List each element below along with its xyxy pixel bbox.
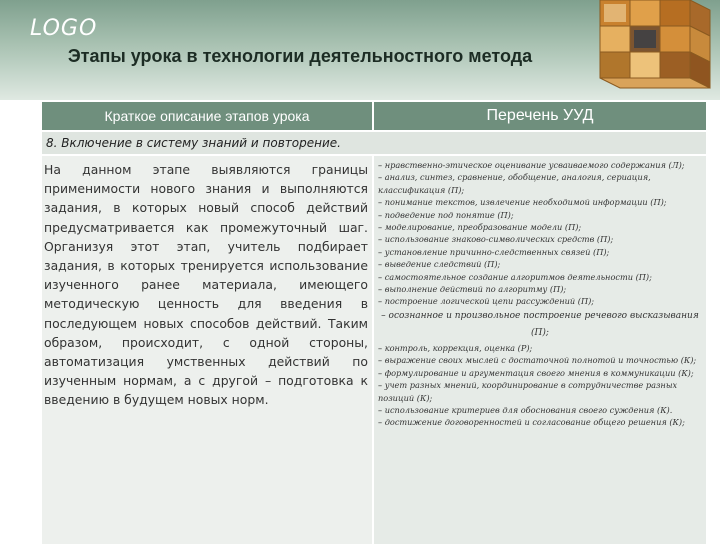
uud-item: – достижение договоренностей и согласование общего решения (К);: [378, 417, 685, 428]
slide-title: Этапы урока в технологии деятельностного метода: [67, 46, 533, 66]
uud-item: – использование критериев для обоснования своего суждения (К).: [378, 404, 673, 415]
uud-item: – понимание текстов, извлечение необходимой информации (П);: [378, 197, 667, 208]
uud-item: – установление причинно-следственных связей (П);: [378, 246, 610, 257]
stages-table: [42, 102, 706, 544]
uud-item: – анализ, синтез, сравнение, обобщение, аналогия, сериация, классификация (П);: [378, 172, 651, 195]
uud-item: – подведение под понятие (П);: [378, 209, 514, 220]
uud-item: – контроль, коррекция, оценка (Р);: [378, 342, 533, 353]
uud-item: – формулирование и аргументация своего мнения в коммуникации (К);: [378, 367, 694, 378]
column-header-description: Краткое описание этапов урока: [42, 102, 373, 131]
uud-item: – построение логической цепи рассуждений (П);: [378, 296, 595, 307]
uud-item: – учет разных мнений, координирование в сотрудничестве разных позиций (К);: [378, 380, 678, 403]
decorative-cubes-image: [580, 0, 720, 110]
uud-item: – выражение своих мыслей с достаточной полнотой и точностью (К);: [378, 355, 697, 366]
uud-item: – использование знаково-символических средств (П);: [378, 234, 614, 245]
uud-item: – выполнение действий по алгоритму (П);: [378, 284, 567, 295]
uud-item: – моделирование, преобразование модели (П);: [378, 222, 582, 233]
logo: LOGO: [30, 16, 98, 41]
uud-item: – осознанное и произвольное построение речевого высказывания (П);: [381, 310, 699, 338]
uud-list: [373, 155, 706, 544]
uud-item: – самостоятельное создание алгоритмов деятельности (П);: [378, 271, 652, 282]
uud-item: – нравственно-этическое оценивание усваиваемого содержания (Л);: [378, 160, 685, 170]
section-title: 8. Включение в систему знаний и повторение.: [42, 131, 706, 155]
column-header-uud: Перечень УУД: [373, 102, 706, 131]
stage-description: На данном этапе выявляются границы применимости нового знания и выполняются задания, в которых новый способ действий предусматривается как промежуточный шаг. Организуя этот этап, учитель подбирает задания, в которых тренируется использование изученного ранее материала, имеющего методическую ценность для введения в последующем новых способов действий. Таким образом, происходит, с одной стороны, автоматизация умственных действий по изученным нормам, а с другой – подготовка к введению в будущем новых норм.: [42, 155, 373, 544]
uud-item: – выведение следствий (П);: [378, 259, 501, 270]
